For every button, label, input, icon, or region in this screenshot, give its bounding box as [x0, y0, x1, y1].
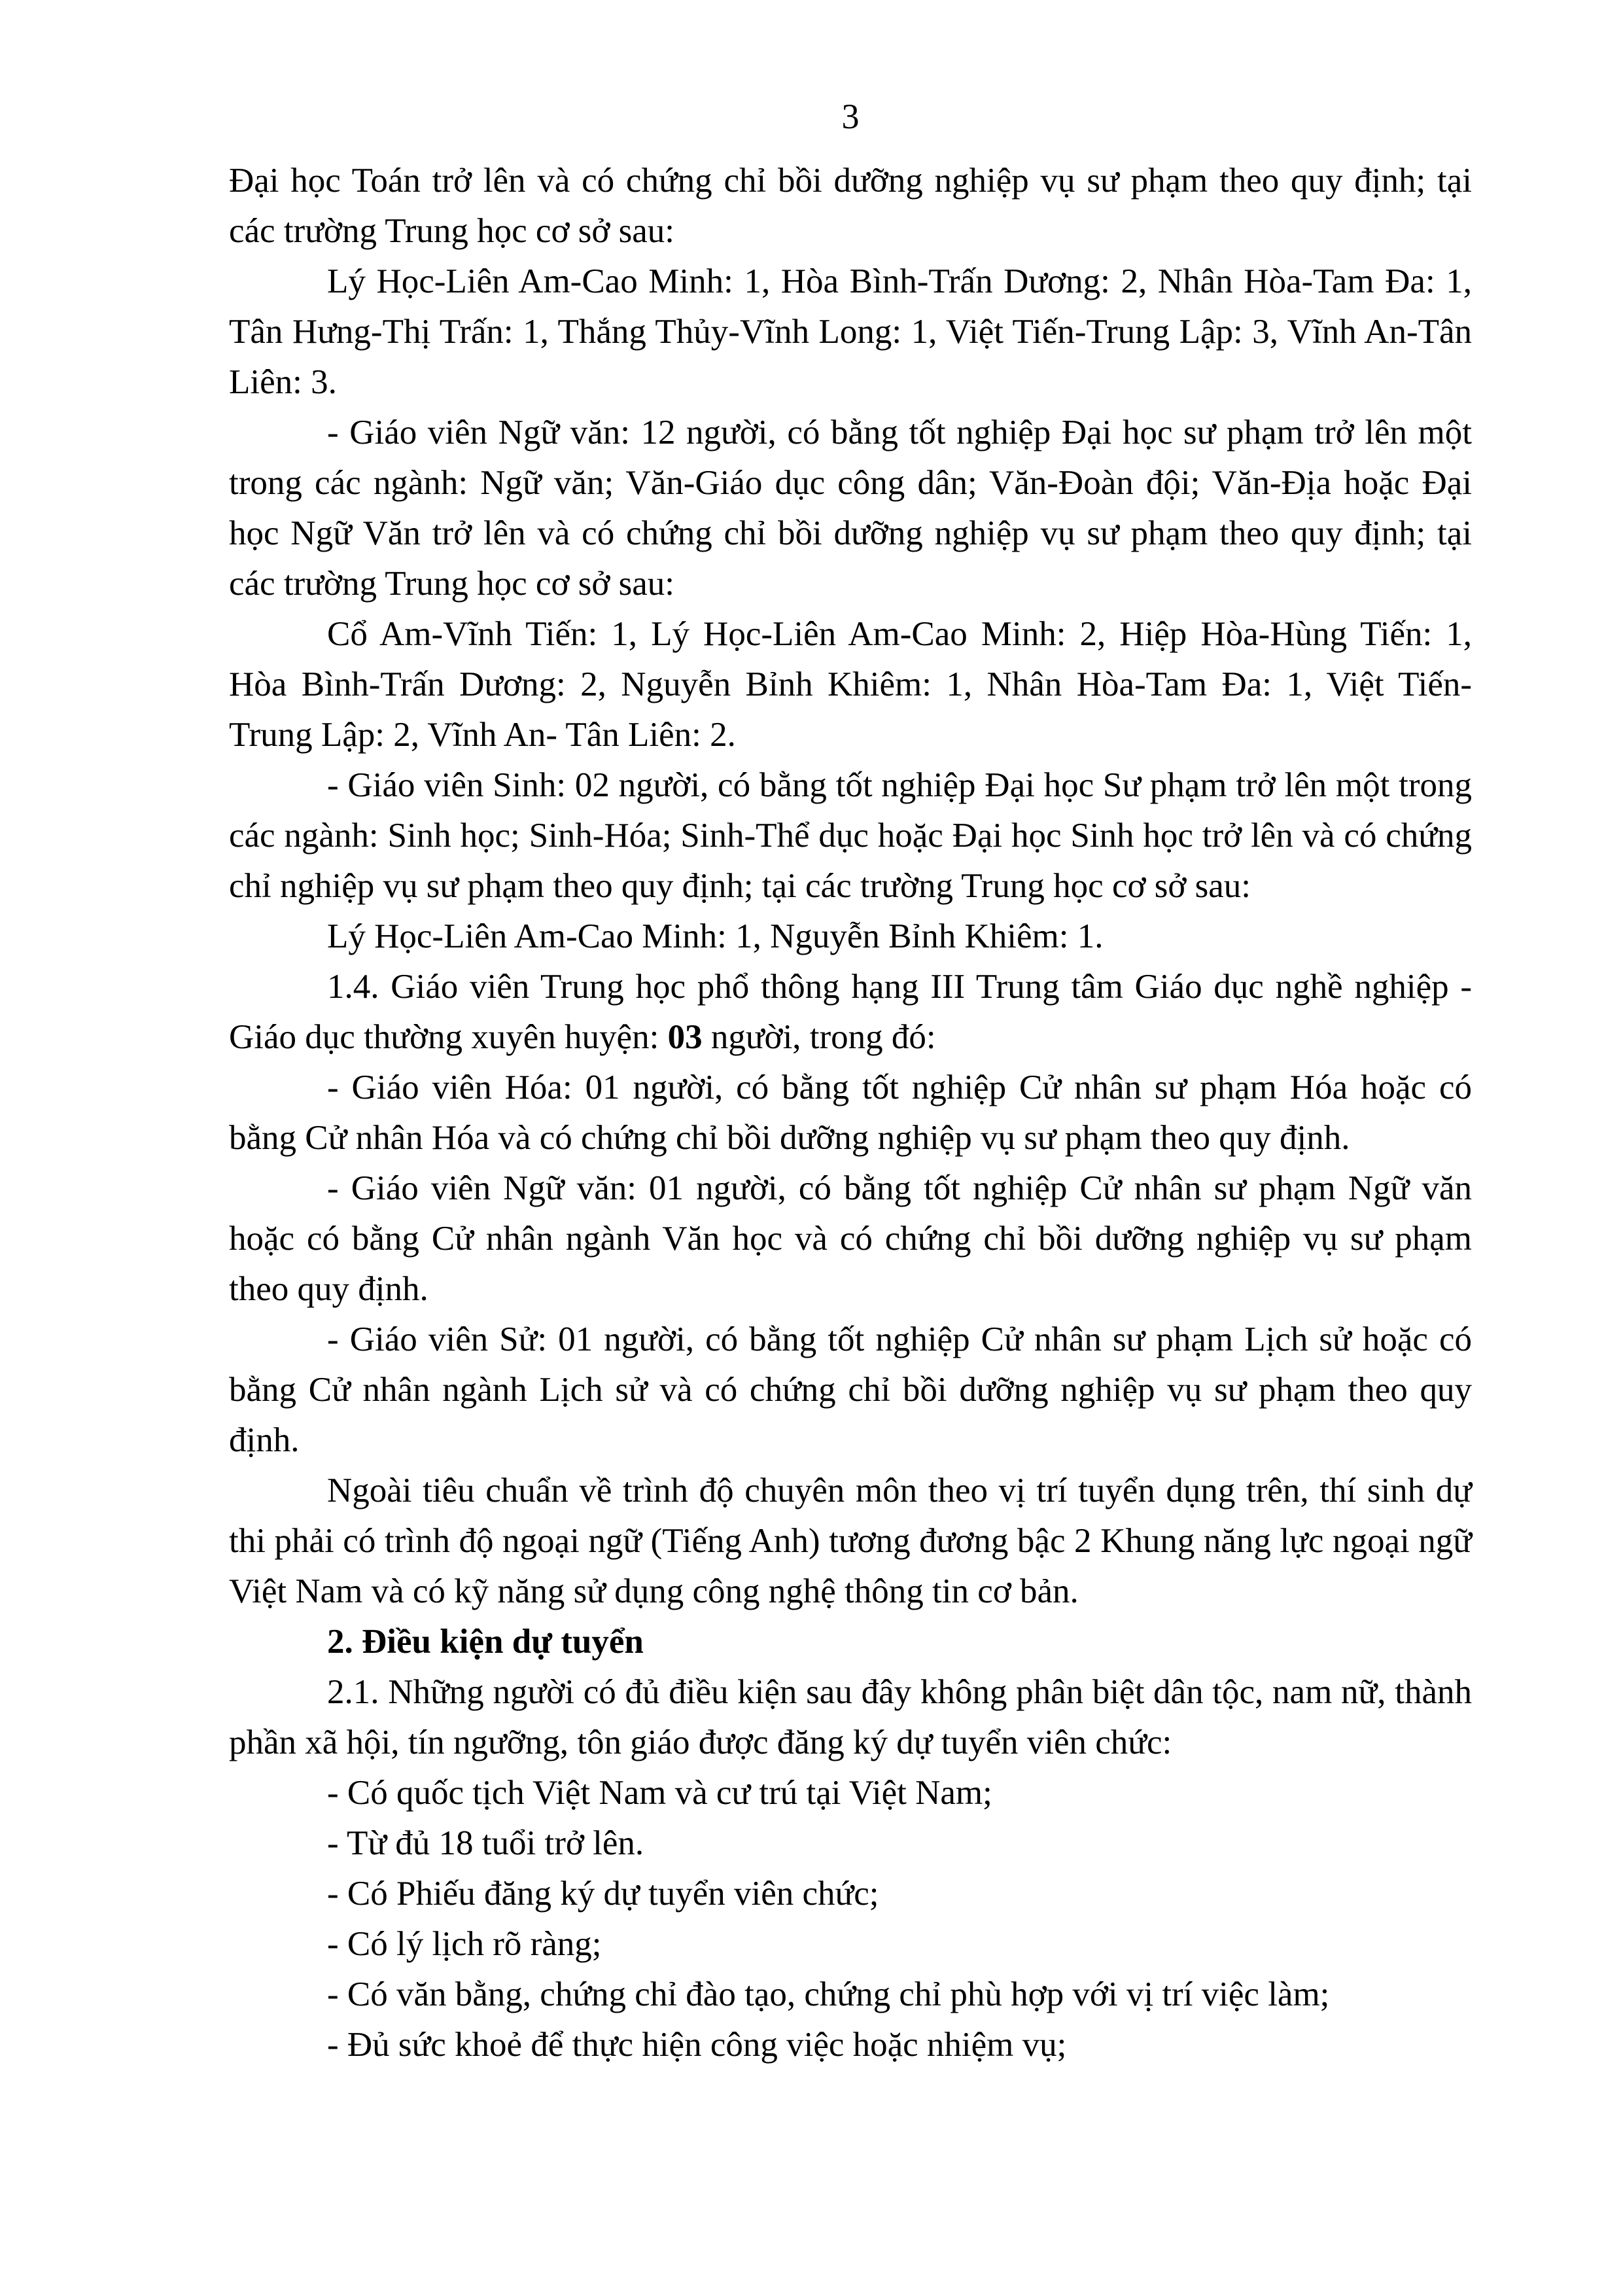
text-run: - Giáo viên Sinh: 02 người, có bằng tốt nghiệp Đại học Sư phạm trở lên một trong các ngành: Sinh học; Sinh-Hóa; Sinh-Thể dục hoặc Đại học Sinh học trở lên và có chứng chỉ nghiệp vụ sư phạm theo quy định; tại các trường Trung học cơ sở sau:: [229, 766, 1472, 905]
paragraph: [229, 1466, 1472, 1617]
paragraph: [229, 1315, 1472, 1466]
paragraph: [229, 760, 1472, 911]
text-run: - Giáo viên Sử: 01 người, có bằng tốt nghiệp Cử nhân sư phạm Lịch sử hoặc có bằng Cử nhân ngành Lịch sử và có chứng chỉ bồi dưỡng nghiệp vụ sư phạm theo quy định.: [229, 1320, 1472, 1459]
paragraph: [229, 609, 1472, 760]
paragraph: [229, 156, 1472, 256]
text-run: Ngoài tiêu chuẩn về trình độ chuyên môn theo vị trí tuyển dụng trên, thí sinh dự thi phải có trình độ ngoại ngữ (Tiếng Anh) tương đương bậc 2 Khung năng lực ngoại ngữ Việt Nam và có kỹ năng sử dụng công nghệ thông tin cơ bản.: [229, 1472, 1472, 1610]
paragraph: [229, 1768, 1472, 1818]
paragraph: [229, 2020, 1472, 2070]
paragraph: [229, 962, 1472, 1063]
text-run: Lý Học-Liên Am-Cao Minh: 1, Hòa Bình-Trấn Dương: 2, Nhân Hòa-Tam Đa: 1, Tân Hưng-Thị Trấn: 1, Thắng Thủy-Vĩnh Long: 1, Việt Tiến-Trung Lập: 3, Vĩnh An-Tân Liên: 3.: [229, 262, 1472, 401]
paragraph: [229, 1869, 1472, 1919]
paragraph: [229, 1667, 1472, 1768]
text-run: - Có Phiếu đăng ký dự tuyển viên chức;: [327, 1875, 879, 1913]
text-run: 2.1. Những người có đủ điều kiện sau đây không phân biệt dân tộc, nam nữ, thành phần xã hội, tín ngưỡng, tôn giáo được đăng ký dự tuyển viên chức:: [229, 1673, 1472, 1761]
text-run: Lý Học-Liên Am-Cao Minh: 1, Nguyễn Bỉnh Khiêm: 1.: [327, 917, 1104, 955]
text-run: người, trong đó:: [702, 1018, 936, 1056]
paragraph: [229, 1163, 1472, 1315]
paragraph: [229, 408, 1472, 609]
paragraph: [229, 1818, 1472, 1869]
bold-text-run: 03: [667, 1018, 703, 1056]
text-run: - Có lý lịch rõ ràng;: [327, 1925, 602, 1963]
text-run: - Đủ sức khoẻ để thực hiện công việc hoặc nhiệm vụ;: [327, 2026, 1067, 2064]
text-run: - Có văn bằng, chứng chỉ đào tạo, chứng chỉ phù hợp với vị trí việc làm;: [327, 1975, 1330, 2013]
paragraph: [229, 911, 1472, 962]
page-number: 3: [841, 97, 860, 136]
bold-text-run: 2. Điều kiện dự tuyển: [327, 1623, 644, 1661]
text-run: - Giáo viên Ngữ văn: 12 người, có bằng tốt nghiệp Đại học sư phạm trở lên một trong các ngành: Ngữ văn; Văn-Giáo dục công dân; Văn-Đoàn đội; Văn-Địa hoặc Đại học Ngữ Văn trở lên và có chứng chỉ bồi dưỡng nghiệp vụ sư phạm theo quy định; tại các trường Trung học cơ sở sau:: [229, 414, 1472, 603]
paragraph: [229, 1617, 1472, 1667]
paragraph: [229, 1969, 1472, 2020]
text-run: 1.4. Giáo viên Trung học phổ thông hạng III Trung tâm Giáo dục nghề nghiệp - Giáo dục thường xuyên huyện:: [229, 968, 1472, 1056]
text-run: - Từ đủ 18 tuổi trở lên.: [327, 1824, 644, 1862]
text-run: - Có quốc tịch Việt Nam và cư trú tại Việt Nam;: [327, 1774, 992, 1812]
paragraph: [229, 256, 1472, 408]
document-body: [229, 156, 1472, 2070]
paragraph: [229, 1919, 1472, 1969]
text-run: Đại học Toán trở lên và có chứng chỉ bồi dưỡng nghiệp vụ sư phạm theo quy định; tại các trường Trung học cơ sở sau:: [229, 162, 1472, 250]
text-run: Cổ Am-Vĩnh Tiến: 1, Lý Học-Liên Am-Cao Minh: 2, Hiệp Hòa-Hùng Tiến: 1, Hòa Bình-Trấn Dương: 2, Nguyễn Bỉnh Khiêm: 1, Nhân Hòa-Tam Đa: 1, Việt Tiến-Trung Lập: 2, Vĩnh An- Tân Liên: 2.: [229, 615, 1472, 754]
text-run: - Giáo viên Ngữ văn: 01 người, có bằng tốt nghiệp Cử nhân sư phạm Ngữ văn hoặc có bằng Cử nhân ngành Văn học và có chứng chỉ bồi dưỡng nghiệp vụ sư phạm theo quy định.: [229, 1169, 1472, 1308]
paragraph: [229, 1063, 1472, 1163]
text-run: - Giáo viên Hóa: 01 người, có bằng tốt nghiệp Cử nhân sư phạm Hóa hoặc có bằng Cử nhân Hóa và có chứng chỉ bồi dưỡng nghiệp vụ sư phạm theo quy định.: [229, 1069, 1472, 1157]
